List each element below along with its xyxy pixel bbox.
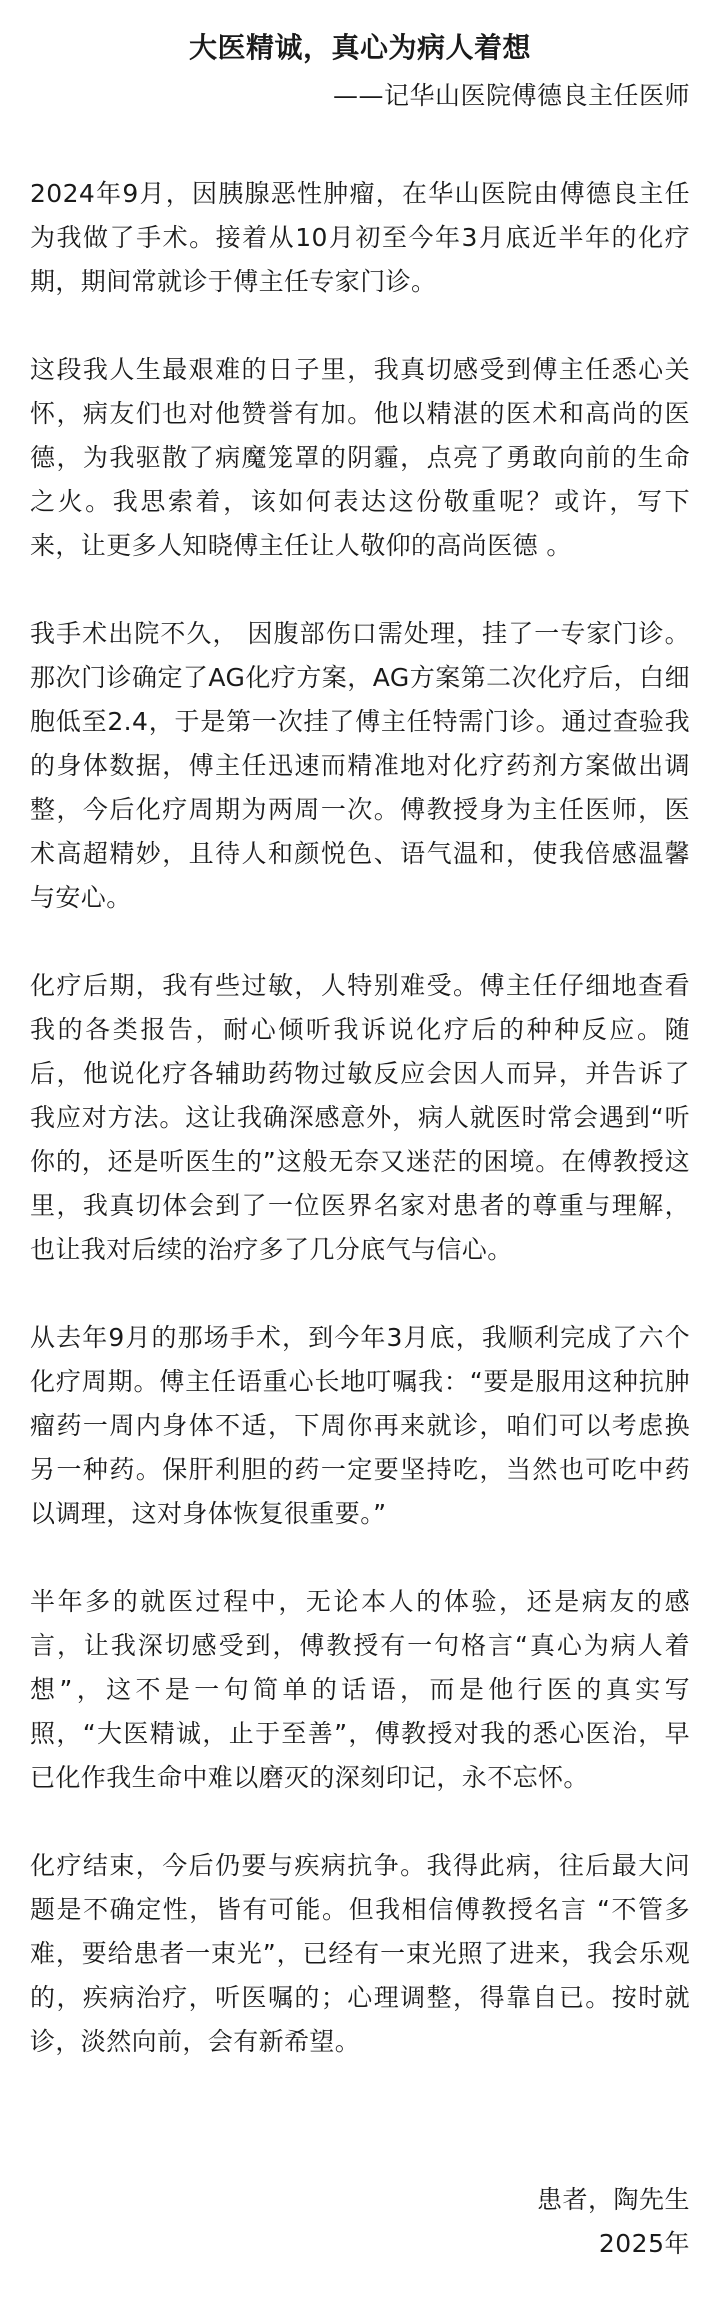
article-subtitle: ——记华山医院傅德良主任医师 (332, 81, 690, 110)
signature-author: 患者，陶先生 (536, 2185, 690, 2214)
paragraph-1: 2024年9月，因胰腺恶性肿瘤，在华山医院由傅德良主任为我做了手术。接着从10月初至今年3月底近半年的化疗期，期间常就诊于傅主任专家门诊。 (30, 179, 690, 296)
article-body (30, 172, 690, 2064)
paragraph-3: 我手术出院不久， 因腹部伤口需处理，挂了一专家门诊。那次门诊确定了AG化疗方案，AG方案第二次化疗后，白细胞低至2.4，于是第一次挂了傅主任特需门诊。通过查验我的身体数据，傅主任迅速而精准地对化疗药剂方案做出调整，今后化疗周期为两周一次。傅教授身为主任医师，医术高超精妙，且待人和颜悦色、语气温和，使我倍感温馨与安心。 (30, 619, 690, 912)
signature-block (537, 2178, 690, 2266)
paragraph-2: 这段我人生最艰难的日子里，我真切感受到傅主任悉心关怀，病友们也对他赞誉有加。他以精湛的医术和高尚的医德，为我驱散了病魔笼罩的阴霾，点亮了勇敢向前的生命之火。我思索着，该如何表达这份敬重呢？或许，写下来，让更多人知晓傅主任让人敬仰的高尚医德 。 (30, 355, 690, 560)
article-title: 大医精诚，真心为病人着想 (188, 31, 531, 64)
paragraph-4: 化疗后期，我有些过敏，人特别难受。傅主任仔细地查看我的各类报告，耐心倾听我诉说化疗后的种种反应。随后，他说化疗各辅助药物过敏反应会因人而异，并告诉了我应对方法。这让我确深感意外，病人就医时常会遇到“听你的，还是听医生的”这般无奈又迷茫的困境。在傅教授这里，我真切体会到了一位医界名家对患者的尊重与理解，也让我对后续的治疗多了几分底气与信心。 (30, 971, 690, 1264)
signature-year: 2025年 (598, 2229, 690, 2258)
paragraph-5: 从去年9月的那场手术，到今年3月底，我顺利完成了六个化疗周期。傅主任语重心长地叮嘱我：“要是服用这种抗肿瘤药一周内身体不适，下周你再来就诊，咱们可以考虑换另一种药。保肝利胆的药一定要坚持吃，当然也可吃中药以调理，这对身体恢复很重要。” (30, 1323, 690, 1528)
paragraph-6: 半年多的就医过程中，无论本人的体验，还是病友的感言，让我深切感受到，傅教授有一句格言“真心为病人着想”，这不是一句简单的话语，而是他行医的真实写照，“大医精诚，止于至善”，傅教授对我的悉心医治，早已化作我生命中难以磨灭的深刻印记，永不忘怀。 (30, 1587, 690, 1792)
paragraph-7: 化疗结束，今后仍要与疾病抗争。我得此病，往后最大问题是不确定性，皆有可能。但我相信傅教授名言 “不管多难，要给患者一束光”，已经有一束光照了进来，我会乐观的，疾病治疗，听医嘱的；心理调整，得靠自已。按时就诊，淡然向前，会有新希望。 (30, 1851, 690, 2056)
